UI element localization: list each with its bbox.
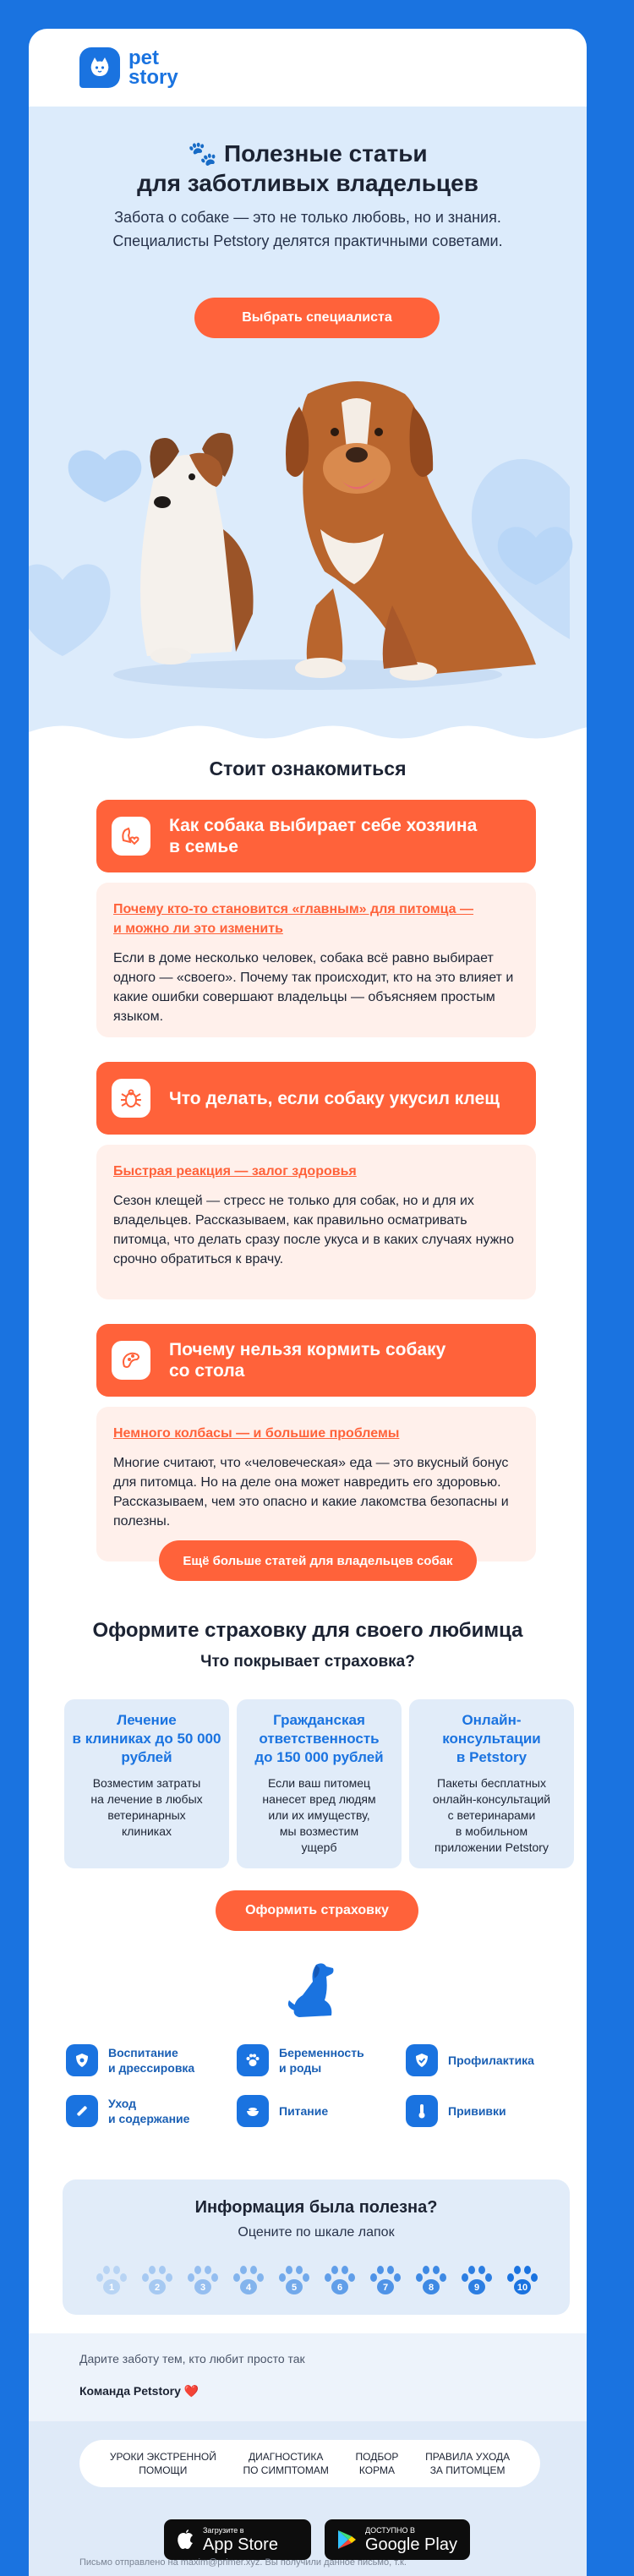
paw-icon	[367, 2262, 404, 2300]
rating-paw-3[interactable]	[184, 2262, 221, 2300]
rating-paw-label: 6	[336, 2283, 343, 2293]
insurance-card-title	[237, 1711, 402, 1767]
insurance-card-2-text-line-2: нанесет вред людям	[262, 1792, 376, 1806]
email-card	[29, 29, 587, 2576]
rating-paw-label: 7	[382, 2283, 389, 2293]
article-1-header[interactable]	[96, 800, 536, 872]
insurance-subtitle: Что покрывает страховка?	[200, 1653, 415, 1671]
google-play-big-text: Google Play	[365, 2535, 457, 2554]
article-2-text: Сезон клещей — стресс не только для собак, но и для их владельцев. Рассказываем, как правильно осматривать питомца, что делать сразу после укуса и в каких случаях нужно срочно обратиться к врачу.	[113, 1194, 515, 1266]
footer-link-first-aid[interactable]	[110, 2450, 216, 2477]
rating-paw-label: 3	[199, 2283, 206, 2293]
article-2-title	[169, 1088, 500, 1109]
shield-icon	[406, 2044, 438, 2076]
google-play-icon	[336, 2529, 357, 2551]
feature-label	[108, 2045, 194, 2076]
article-1-link-line-2: и можно ли это изменить	[113, 922, 283, 936]
insurance-card-consultations	[409, 1699, 574, 1868]
footer-link-3-line-2: КОРМА	[358, 2464, 395, 2476]
feature-prevention[interactable]	[406, 2044, 534, 2076]
insurance-card-3-text-line-3: с ветеринарами	[447, 1808, 536, 1822]
insurance-card-2-text-line-4: мы возместим	[279, 1824, 359, 1838]
article-3-header[interactable]	[96, 1324, 536, 1397]
feature-care[interactable]	[66, 2095, 189, 2127]
insurance-card-2-title-line-2: ответственность	[259, 1731, 380, 1747]
footer-disclaimer: Письмо отправлено на maxim@primer.xyz. Вы получили данное письмо, т.к.	[79, 2557, 407, 2568]
rating-paw-6[interactable]	[321, 2262, 358, 2300]
feature-label	[108, 2096, 189, 2126]
rating-paw-label: 10	[516, 2283, 528, 2293]
footer-link-4-line-2: ЗА ПИТОМЦЕМ	[429, 2464, 506, 2476]
footer-link-2-line-1: ДИАГНОСТИКА	[248, 2451, 324, 2463]
feature-label	[279, 2103, 328, 2119]
rating-paw-label: 8	[428, 2283, 435, 2293]
article-3-title-line-2: со стола	[169, 1361, 245, 1381]
sitting-dog-icon	[282, 1960, 342, 2021]
insurance-card-3-title-line-3: в Petstory	[456, 1749, 527, 1765]
paw-icon	[230, 2262, 267, 2300]
feature-2-label-line-2: и роды	[279, 2061, 322, 2075]
footer-link-3-line-1: ПОДБОР	[355, 2451, 399, 2463]
rating-paw-1[interactable]	[93, 2262, 130, 2300]
insurance-card-text	[237, 1775, 402, 1856]
rating-paw-2[interactable]	[139, 2262, 176, 2300]
dog-heart-icon	[112, 817, 150, 856]
rating-paw-label: 9	[473, 2283, 480, 2293]
feature-4-label-line-1: Уход	[108, 2097, 137, 2110]
article-1-title-line-1: Как собака выбирает себе хозяина	[169, 816, 478, 835]
paw-icon	[413, 2262, 450, 2300]
insurance-card-1-text-line-2: на лечение в любых	[90, 1792, 203, 1806]
insurance-title: Оформите страховку для своего любимца	[92, 1619, 523, 1642]
insurance-card-treatment	[64, 1699, 229, 1868]
insurance-card-2-text-line-5: ущерб	[301, 1840, 337, 1854]
feature-2-label-line-1: Беременность	[279, 2046, 364, 2059]
article-1-link-line-1: Почему кто-то становится «главным» для питомца —	[113, 902, 474, 916]
google-play-button[interactable]	[325, 2519, 470, 2560]
logo-line-2: story	[128, 66, 178, 89]
footer-link-food[interactable]	[356, 2450, 399, 2477]
rating-subtitle: Оцените по шкале лапок	[238, 2225, 395, 2240]
logo-line-1: pet	[128, 46, 159, 69]
insurance-card-1-text-line-1: Возместим затраты	[92, 1776, 201, 1790]
article-3-body	[96, 1407, 536, 1561]
footer-link-4-line-1: ПРАВИЛА УХОДА	[425, 2451, 511, 2463]
thermometer-icon	[406, 2095, 438, 2127]
email-header	[29, 29, 587, 107]
team-name: Команда Petstory	[79, 2384, 181, 2398]
app-store-small-text: Загрузите в	[203, 2525, 244, 2535]
rating-paw-label: 2	[154, 2283, 161, 2293]
feature-6-label-line-1: Прививки	[448, 2104, 506, 2118]
paw-icon	[504, 2262, 541, 2300]
feature-5-label-line-1: Питание	[279, 2104, 329, 2118]
paw-icon	[458, 2262, 495, 2300]
paw-emoji-icon: 🐾	[188, 140, 218, 167]
rating-paw-5[interactable]	[276, 2262, 313, 2300]
feature-1-label-line-1: Воспитание	[108, 2046, 178, 2059]
rating-paw-4[interactable]	[230, 2262, 267, 2300]
hero-subtitle-line-2: Специалисты Petstory делятся практичными советами.	[112, 232, 503, 249]
heart-icon: ❤️	[183, 2384, 199, 2398]
insurance-card-2-title-line-3: до 150 000 рублей	[254, 1749, 384, 1765]
paw-icon	[276, 2262, 313, 2300]
insurance-card-1-title-line-3: рублей	[121, 1749, 172, 1765]
paw-icon	[237, 2044, 269, 2076]
insurance-card-2-title-line-1: Гражданская	[273, 1712, 365, 1728]
feature-pregnancy[interactable]	[237, 2044, 364, 2076]
insurance-card-2-text-line-1: Если ваш питомец	[267, 1776, 371, 1790]
footer-link-1-line-2: ПОМОЩИ	[139, 2464, 188, 2476]
feature-1-label-line-2: и дрессировка	[108, 2061, 195, 2075]
article-1-link[interactable]	[113, 900, 519, 938]
insurance-card-3-text-line-2: онлайн-консультаций	[432, 1792, 551, 1806]
insurance-card-text	[64, 1775, 229, 1840]
articles-section-title: Стоит ознакомиться	[209, 757, 407, 779]
comb-icon	[66, 2095, 98, 2127]
feature-4-label-line-2: и содержание	[108, 2112, 190, 2125]
insurance-card-3-text-line-4: в мобильном	[455, 1824, 528, 1838]
article-3-text: Многие считают, что «человеческая» еда — это вкусный бонус для питомца. Но на деле она может навредить его здоровью. Рассказываем, чем это опасно и какие лакомства безопасны и полезны.	[113, 1456, 509, 1529]
article-1-title-line-2: в семье	[169, 837, 238, 856]
paw-icon	[321, 2262, 358, 2300]
rating-paw-8[interactable]	[413, 2262, 450, 2300]
paw-icon	[93, 2262, 130, 2300]
rating-paw-label: 5	[291, 2283, 298, 2293]
feature-training[interactable]	[66, 2044, 194, 2076]
feature-3-label-line-1: Профилактика	[448, 2054, 534, 2067]
insurance-card-3-text-line-1: Пакеты бесплатных	[437, 1776, 546, 1790]
article-3-link-line-1: Немного колбасы — и большие проблемы	[113, 1426, 400, 1441]
rating-block	[63, 2179, 570, 2315]
article-1-title	[169, 815, 477, 857]
insurance-card-title	[64, 1711, 229, 1767]
apple-icon	[176, 2528, 196, 2551]
hero-subtitle-line-1: Забота о собаке — это не только любовь, но и знания.	[114, 209, 501, 226]
article-3-title-line-1: Почему нельзя кормить собаку	[169, 1340, 446, 1359]
insurance-card-3-title-line-1: Онлайн-	[462, 1712, 522, 1728]
article-2-body	[96, 1145, 536, 1299]
article-1-body	[96, 883, 536, 1037]
rating-paw-9[interactable]	[458, 2262, 495, 2300]
insurance-card-1-title-line-2: в клиниках до 50 000	[72, 1731, 221, 1747]
google-play-small-text: ДОСТУПНО В	[365, 2525, 415, 2535]
footer-link-2-line-2: ПО СИМПТОМАМ	[243, 2464, 329, 2476]
insurance-card-text	[409, 1775, 574, 1856]
rating-paw-label: 4	[245, 2283, 252, 2293]
footer-link-care-rules[interactable]	[425, 2450, 510, 2477]
article-3-link[interactable]	[113, 1424, 519, 1443]
shield-icon	[66, 2044, 98, 2076]
insurance-card-3-title-line-2: консультации	[442, 1731, 541, 1747]
hero-subtitle	[79, 205, 536, 253]
paw-icon	[184, 2262, 221, 2300]
article-1-text: Если в доме несколько человек, собака всё равно выбирает одного — «своего». Почему так происходит, кто на это влияет и какие ошибки совершают владельцы — объясняем простым языком.	[113, 951, 514, 1024]
footer-link-diagnostics[interactable]	[243, 2450, 329, 2477]
paw-icon	[139, 2262, 176, 2300]
hero-title	[29, 139, 587, 198]
petstory-logo-text[interactable]	[128, 48, 178, 87]
footer	[29, 2421, 587, 2576]
app-store-button[interactable]	[164, 2519, 311, 2560]
more-articles-button[interactable]: Ещё больше статей для владельцев собак	[159, 1540, 477, 1581]
insurance-card-1-text-line-4: клиниках	[121, 1824, 172, 1838]
rating-paw-7[interactable]	[367, 2262, 404, 2300]
dogs-illustration	[29, 360, 587, 766]
hero-title-line-1: Полезные статьи	[224, 140, 428, 167]
article-3-title	[169, 1339, 445, 1381]
hero-title-line-2: для заботливых владельцев	[137, 170, 478, 196]
small-dog-illustration	[140, 433, 254, 665]
insurance-card-title	[409, 1711, 574, 1767]
article-2-link-line-1: Быстрая реакция — залог здоровья	[113, 1164, 357, 1179]
feature-nutrition[interactable]	[237, 2095, 328, 2127]
article-2-header[interactable]	[96, 1062, 536, 1135]
feature-label	[279, 2045, 364, 2076]
feature-label	[448, 2103, 506, 2119]
article-2-title-line-1: Что делать, если собаку укусил клещ	[169, 1088, 500, 1108]
footer-nav	[79, 2440, 540, 2487]
rating-title: Информация была полезна?	[194, 2198, 438, 2217]
rating-paw-label: 1	[108, 2283, 115, 2293]
get-insurance-button[interactable]: Оформить страховку	[216, 1890, 418, 1931]
feature-label	[448, 2053, 534, 2068]
article-2-link[interactable]	[113, 1162, 519, 1181]
petstory-logo-icon[interactable]	[79, 47, 120, 88]
feature-vaccinations[interactable]	[406, 2095, 506, 2127]
hero-section	[29, 107, 587, 756]
insurance-card-3-text-line-5: приложении Petstory	[435, 1840, 549, 1854]
signature-text: Дарите заботу тем, кто любит просто так	[79, 2352, 305, 2365]
footer-link-1-line-1: УРОКИ ЭКСТРЕННОЙ	[109, 2451, 216, 2463]
choose-specialist-button[interactable]: Выбрать специалиста	[194, 298, 440, 338]
signature-block	[29, 2333, 587, 2421]
bowl-icon	[237, 2095, 269, 2127]
insurance-card-2-text-line-3: или их имуществу,	[268, 1808, 370, 1822]
signature-team	[79, 2382, 587, 2399]
sausage-icon	[112, 1341, 150, 1380]
tick-icon	[112, 1079, 150, 1118]
insurance-card-1-text-line-3: ветеринарных	[107, 1808, 186, 1822]
insurance-card-1-title-line-1: Лечение	[117, 1712, 177, 1728]
app-store-big-text: App Store	[203, 2535, 278, 2554]
insurance-card-liability	[237, 1699, 402, 1868]
rating-paw-10[interactable]	[504, 2262, 541, 2300]
